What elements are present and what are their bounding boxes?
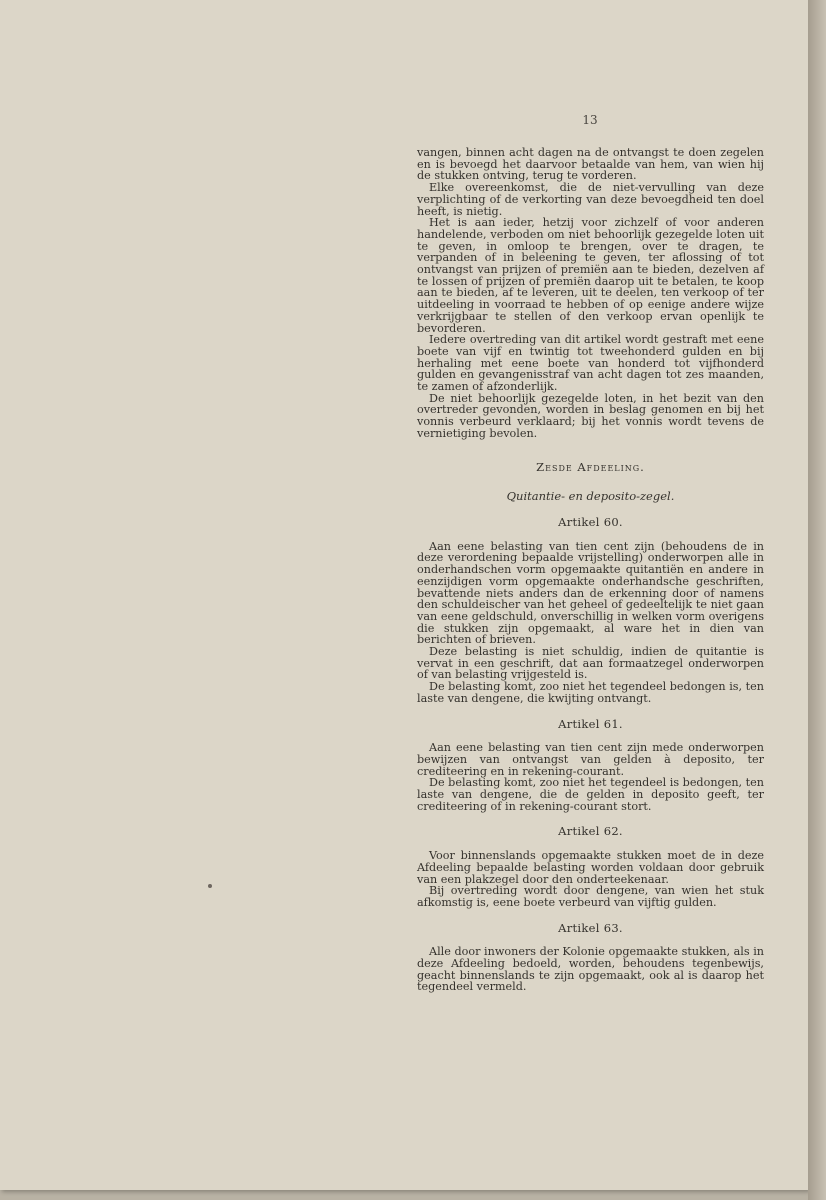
paragraph: Alle door inwoners der Kolonie opgemaakte stukken, als in deze Afdeeling bedoeld, worden, behoudens tegenbewijs, geacht binnenslands te zijn opgemaakt, ook al is daarop het tegendeel vermeld. [417, 945, 764, 994]
paragraph: Het is aan ieder, hetzij voor zichzelf of voor anderen handelende, verboden om niet behoorlijk gezegelde loten uit te geven, in omloop te brengen, over te dragen, te verpanden of in beleening te geven, ter aflossing of tot ontvangst van prijzen of premiën aan te bieden, dezelven af te lossen of prijzen of premiën daarop uit te betalen, te koop aan te bieden, af te leveren, uit te deelen, ten verkoop of ter uitdeeling in voorraad te hebben of op eenige andere wijze verkrijgbaar te stellen of den verkoop ervan openlijk te bevorderen. [417, 216, 764, 335]
article-heading: Artikel 61. [558, 716, 623, 731]
paragraph: Elke overeenkomst, die de niet-vervulling van deze verplichting of de verkorting van deze bevoegdheid ten doel heeft, is nietig. [417, 181, 764, 218]
paragraph: Deze belasting is niet schuldig, indien de quitantie is vervat in een geschrift, dat aan formaatzegel onderworpen of van belasting vrijgesteld is. [417, 645, 764, 682]
article-heading: Artikel 63. [558, 920, 623, 935]
paragraph: Aan eene belasting van tien cent zijn (behoudens de in deze verordening bepaalde vrijstelling) onderworpen alle in onderhandschen vorm opgemaakte quitantiën en andere in eenzijdigen vorm opgemaakte onderhandsche geschriften, bevattende niets anders dan de erkenning door of namens den schuldeischer van het geheel of gedeeltelijk te niet gaan van eene geldschuld, onverschillig in welken vorm overigens die stukken zijn opgemaakt, al ware het in dien van berichten of brieven. [417, 539, 764, 647]
section-title: Zesde Afdeeling. [536, 459, 645, 474]
paragraph: De belasting komt, zoo niet het tegendeel is bedongen, ten laste van dengene, die de gelden in deposito geeft, ter crediteering of in rekening-courant stort. [417, 776, 764, 813]
page-number: 13 [582, 113, 598, 127]
article-heading: Artikel 62. [558, 824, 623, 839]
paragraph: Aan eene belasting van tien cent zijn mede onderworpen bewijzen van ontvangst van gelden à deposito, ter crediteering en in rekening-courant. [417, 741, 764, 778]
paragraph: Voor binnenslands opgemaakte stukken moet de in deze Afdeeling bepaalde belasting worden voldaan door gebruik van een plakzegel door den onderteekenaar. [417, 849, 764, 886]
paragraph: Bij overtreding wordt door dengene, van wien het stuk afkomstig is, eene boete verbeurd van vijftig gulden. [417, 884, 764, 909]
text-column [417, 147, 764, 993]
article-heading: Artikel 60. [558, 514, 623, 529]
paragraph: Iedere overtreding van dit artikel wordt gestraft met eene boete van vijf en twintig tot tweehonderd gulden en bij herhaling met eene boete van honderd tot vijfhonderd gulden en gevangenisstraf van acht dagen tot zes maanden, te zamen of afzonderlijk. [417, 333, 764, 394]
paragraph: De belasting komt, zoo niet het tegendeel bedongen is, ten laste van dengene, die kwijting ontvangt. [417, 680, 764, 705]
paragraph: vangen, binnen acht dagen na de ontvangst te doen zegelen en is bevoegd het daarvoor betaalde van hem, van wien hij de stukken ontving, terug te vorderen. [417, 146, 764, 183]
paragraph: De niet behoorlijk gezegelde loten, in het bezit van den overtreder gevonden, worden in beslag genomen en bij het vonnis verbeurd verklaard; bij het vonnis wordt tevens de vernietiging bevolen. [417, 391, 764, 440]
paper-speck [208, 884, 212, 888]
page-edge [808, 0, 826, 1200]
section-subtitle: Quitantie- en deposito-zegel. [506, 489, 675, 504]
